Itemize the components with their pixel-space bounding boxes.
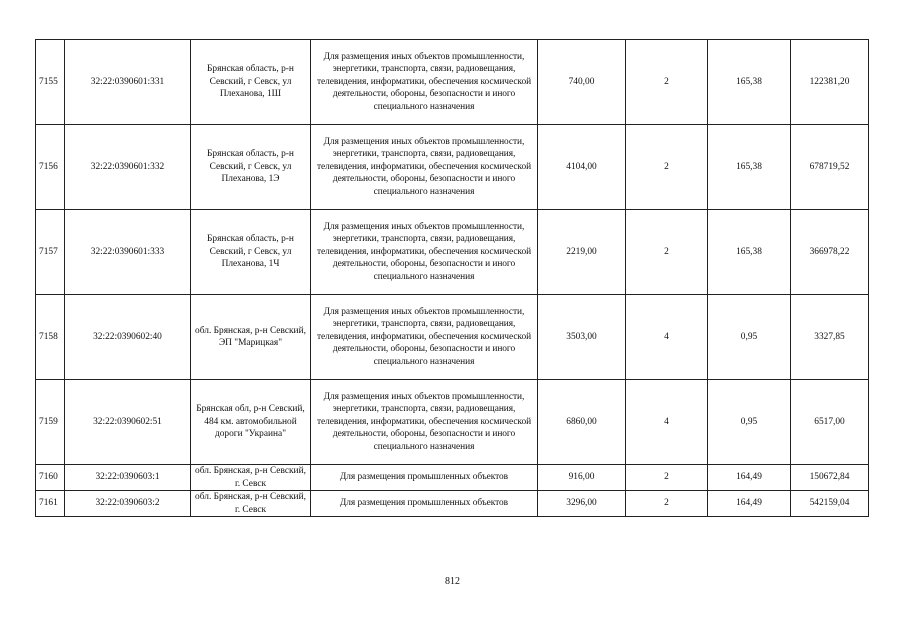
rate-cell: 165,38: [708, 40, 791, 125]
cadastral-value-cell: 678719,52: [791, 125, 869, 210]
area-cell: 4104,00: [538, 125, 626, 210]
table-row: [36, 295, 869, 380]
area-cell: 6860,00: [538, 380, 626, 465]
rate-cell: 165,38: [708, 125, 791, 210]
cadastral-number-cell: 32:22:0390602:40: [65, 295, 191, 380]
cadastral-value-cell: 6517,00: [791, 380, 869, 465]
rate-cell: 0,95: [708, 380, 791, 465]
rate-cell: 164,49: [708, 491, 791, 517]
address-cell: обл. Брянская, р-н Севский, г. Севск: [191, 491, 311, 517]
row-number-cell: 7160: [36, 465, 65, 491]
address-cell: обл. Брянская, р-н Севский, г. Севск: [191, 465, 311, 491]
group-cell: 2: [626, 125, 708, 210]
permitted-use-cell: Для размещения промышленных объектов: [311, 465, 538, 491]
rate-cell: 165,38: [708, 210, 791, 295]
table-row: [36, 210, 869, 295]
table-row: [36, 465, 869, 491]
area-cell: 916,00: [538, 465, 626, 491]
cadastral-number-cell: 32:22:0390603:1: [65, 465, 191, 491]
table-row: [36, 125, 869, 210]
permitted-use-cell: Для размещения промышленных объектов: [311, 491, 538, 517]
permitted-use-cell: Для размещения иных объектов промышленности, энергетики, транспорта, связи, радиовещания, телевидения, информатики, обеспечения космической деятельности, обороны, безопасности и иного специального назначения: [311, 125, 538, 210]
area-cell: 740,00: [538, 40, 626, 125]
group-cell: 4: [626, 295, 708, 380]
cadastral-value-cell: 3327,85: [791, 295, 869, 380]
row-number-cell: 7157: [36, 210, 65, 295]
cadastral-number-cell: 32:22:0390601:333: [65, 210, 191, 295]
table-row: [36, 491, 869, 517]
address-cell: Брянская область, р-н Севский, г Севск, ул Плеханова, 1Ч: [191, 210, 311, 295]
area-cell: 3296,00: [538, 491, 626, 517]
address-cell: Брянская область, р-н Севский, г Севск, ул Плеханова, 1Э: [191, 125, 311, 210]
group-cell: 2: [626, 40, 708, 125]
address-cell: обл. Брянская, р-н Севский, ЭП "Марицкая": [191, 295, 311, 380]
cadastral-number-cell: 32:22:0390601:332: [65, 125, 191, 210]
group-cell: 2: [626, 210, 708, 295]
permitted-use-cell: Для размещения иных объектов промышленности, энергетики, транспорта, связи, радиовещания, телевидения, информатики, обеспечения космической деятельности, обороны, безопасности и иного специального назначения: [311, 295, 538, 380]
rate-cell: 164,49: [708, 465, 791, 491]
row-number-cell: 7155: [36, 40, 65, 125]
cadastral-number-cell: 32:22:0390602:51: [65, 380, 191, 465]
area-cell: 3503,00: [538, 295, 626, 380]
row-number-cell: 7159: [36, 380, 65, 465]
row-number-cell: 7161: [36, 491, 65, 517]
area-cell: 2219,00: [538, 210, 626, 295]
row-number-cell: 7158: [36, 295, 65, 380]
permitted-use-cell: Для размещения иных объектов промышленности, энергетики, транспорта, связи, радиовещания, телевидения, информатики, обеспечения космической деятельности, обороны, безопасности и иного специального назначения: [311, 40, 538, 125]
cadastral-value-cell: 542159,04: [791, 491, 869, 517]
rate-cell: 0,95: [708, 295, 791, 380]
address-cell: Брянская обл, р-н Севский, 484 км. автомобильной дороги "Украина": [191, 380, 311, 465]
cadastral-number-cell: 32:22:0390603:2: [65, 491, 191, 517]
group-cell: 4: [626, 380, 708, 465]
cadastral-number-cell: 32:22:0390601:331: [65, 40, 191, 125]
group-cell: 2: [626, 491, 708, 517]
land-registry-table: [35, 39, 869, 517]
cadastral-value-cell: 150672,84: [791, 465, 869, 491]
group-cell: 2: [626, 465, 708, 491]
row-number-cell: 7156: [36, 125, 65, 210]
cadastral-value-cell: 366978,22: [791, 210, 869, 295]
permitted-use-cell: Для размещения иных объектов промышленности, энергетики, транспорта, связи, радиовещания, телевидения, информатики, обеспечения космической деятельности, обороны, безопасности и иного специального назначения: [311, 210, 538, 295]
table-row: [36, 40, 869, 125]
page-number: 812: [445, 576, 460, 587]
table-row: [36, 380, 869, 465]
permitted-use-cell: Для размещения иных объектов промышленности, энергетики, транспорта, связи, радиовещания, телевидения, информатики, обеспечения космической деятельности, обороны, безопасности и иного специального назначения: [311, 380, 538, 465]
address-cell: Брянская область, р-н Севский, г Севск, ул Плеханова, 1Ш: [191, 40, 311, 125]
cadastral-value-cell: 122381,20: [791, 40, 869, 125]
